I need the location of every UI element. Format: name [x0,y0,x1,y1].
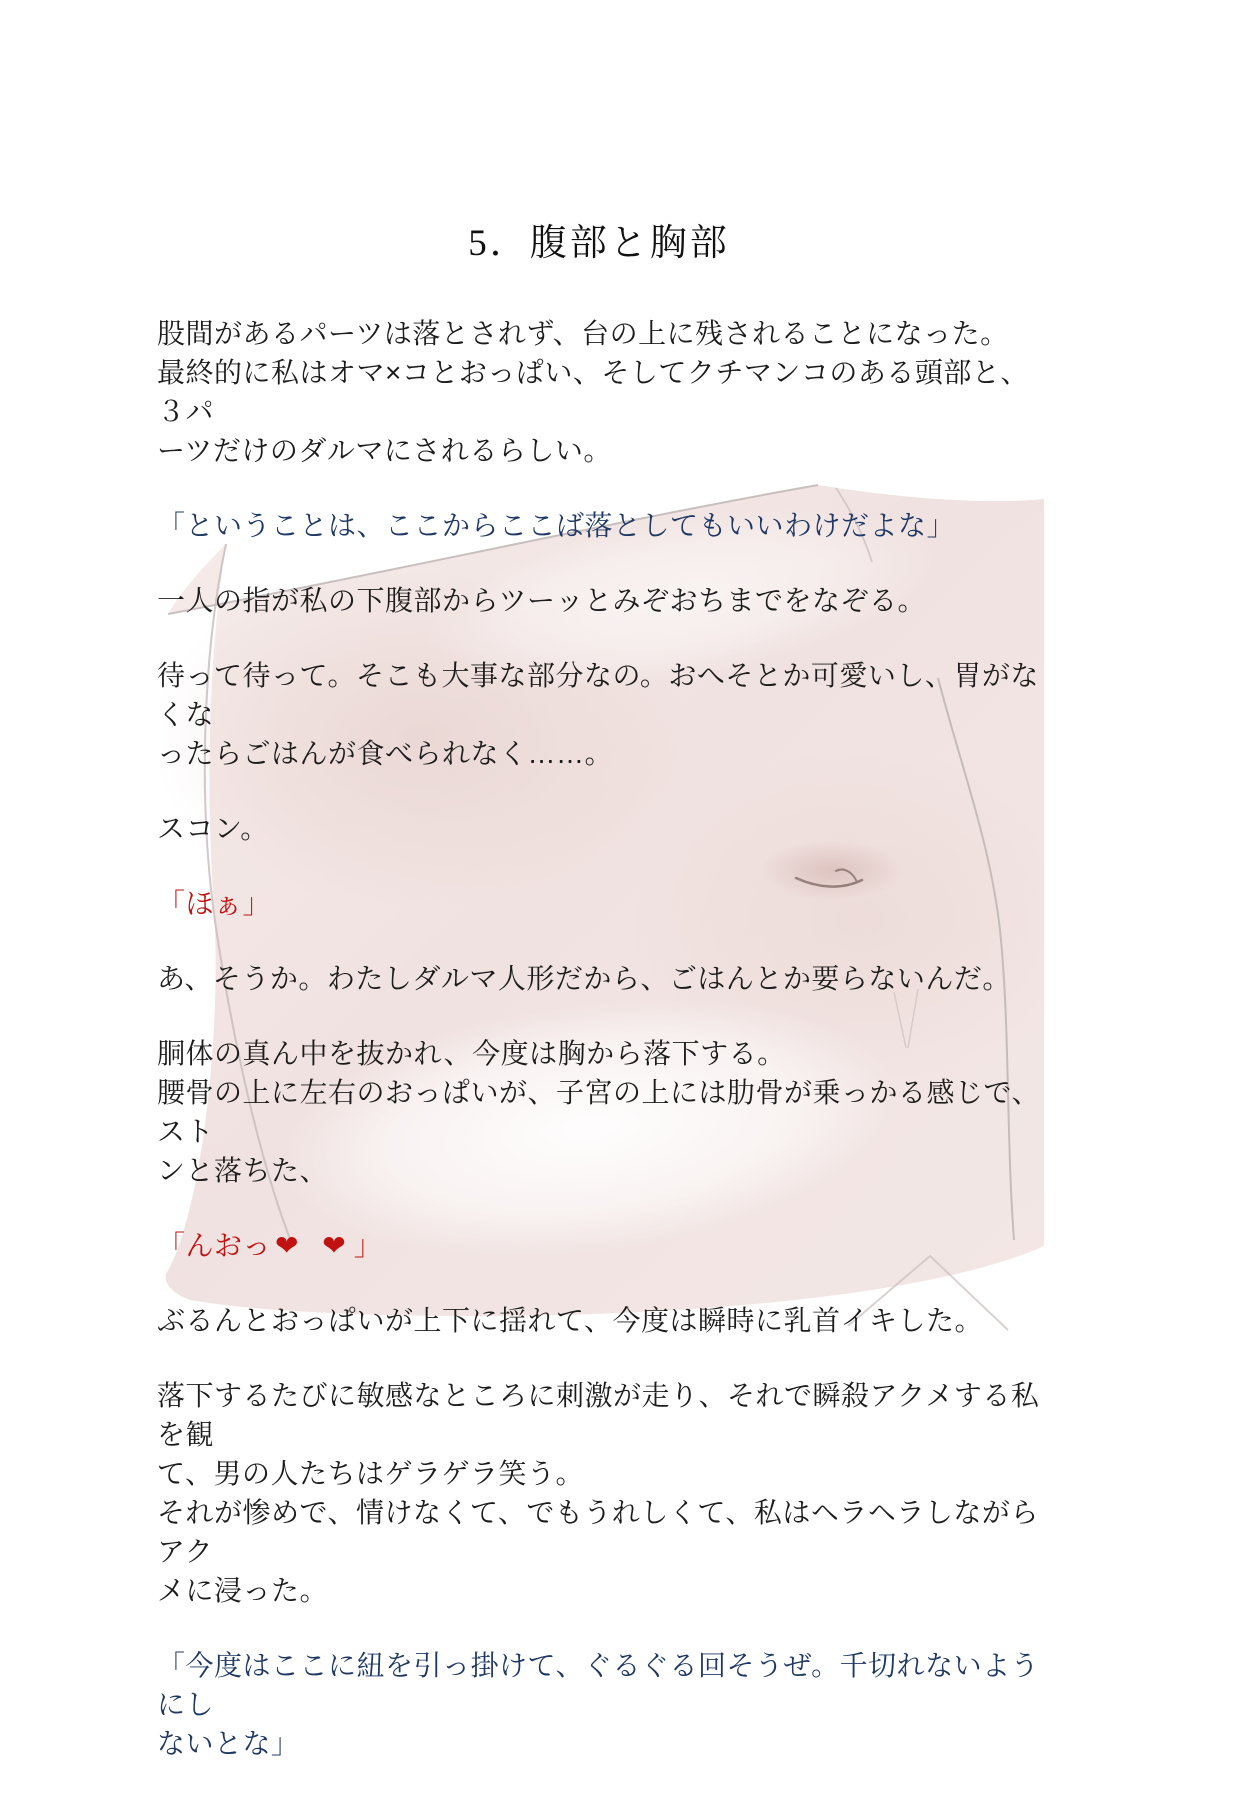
narration-paragraph [157,314,1041,470]
dialogue-text: 」 [353,1230,383,1261]
narration-paragraph [157,809,1041,848]
text-line: スコン。 [157,813,269,844]
page-title: 5．腹部と胸部 [468,223,730,264]
text-line: あ、そうか。わたしダルマ人形だから、ごはんとか要らないんだ。 [157,963,1011,994]
narration-paragraph [157,1301,1041,1340]
text-line: 股間があるパーツは落とされず、台の上に残されることになった。 [157,318,1009,349]
text-line: ーツだけのダルマにされるらしい。 [157,435,612,466]
dialogue-red-paragraph [157,884,1041,923]
text-line: 一人の指が私の下腹部からツーッとみぞおちまでをなぞる。 [157,585,926,616]
text-line [157,1226,1041,1265]
narration-paragraph [157,1034,1041,1190]
dialogue-blue-paragraph [157,506,1041,545]
text-line: ンと落ちた、 [157,1155,329,1186]
text-flow [157,314,1041,1799]
text-line: 「ということは、ここからここば落としてもいいわけだよな」 [157,510,956,541]
text-line: それが惨めで、情けなくて、でもうれしくて、私はヘラヘラしながらアク [157,1497,1039,1567]
narration-paragraph [157,656,1041,773]
text-line: ったらごはんが食べられなく……。 [157,738,614,769]
heart-icon: ❤ ❤ [275,1230,354,1261]
text-line: 待って待って。そこも大事な部分なの。おへそとか可愛いし、胃がなくな [157,660,1039,730]
text-line: 最終的に私はオマ×コとおっぱい、そしてクチマンコのある頭部と、３パ [157,357,1029,427]
text-line: メに浸った。 [157,1575,329,1606]
text-line: 落下するたびに敏感なところに刺激が走り、それで瞬殺アクメする私を観 [157,1380,1040,1450]
narration-paragraph [157,959,1041,998]
text-line: 腰骨の上に左右のおっぱいが、子宮の上には肋骨が乗っかる感じで、スト [157,1077,1040,1147]
text-line: 「ほぁ」 [157,888,272,919]
text-line: 「今度はここに紐を引っ掛けて、ぐるぐる回そうぜ。千切れないようにし [157,1650,1040,1720]
text-line: ないとな」 [157,1728,300,1759]
text-line: ぶるんとおっぱいが上下に揺れて、今度は瞬時に乳首イキした。 [157,1305,983,1336]
dialogue-blue-paragraph [157,1646,1041,1763]
text-line: 胴体の真ん中を抜かれ、今度は胸から落下する。 [157,1038,786,1069]
text-line: て、男の人たちはゲラゲラ笑う。 [157,1458,584,1489]
dialogue-red-paragraph [157,1226,1041,1265]
narration-paragraph [157,581,1041,620]
narration-paragraph [157,1376,1041,1610]
dialogue-text: 「んおっ [157,1230,272,1261]
